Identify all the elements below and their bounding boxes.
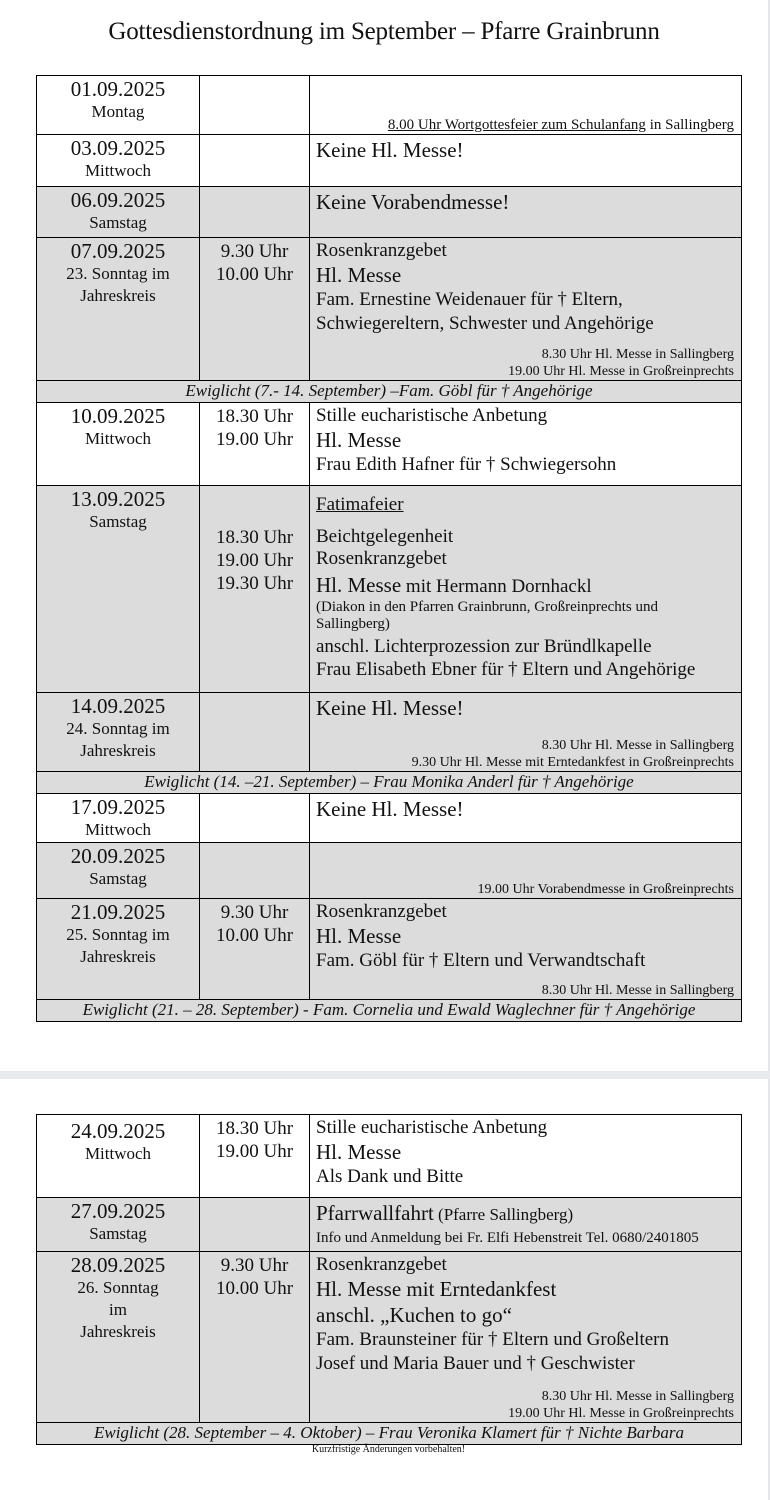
row-line: Josef und Maria Bauer und † Geschwister (316, 1353, 635, 1374)
row-day: Samstag (89, 213, 147, 232)
table-row (37, 486, 742, 693)
row-line: Als Dank und Bitte (316, 1166, 464, 1187)
row-day: Mittwoch (84, 429, 152, 448)
row-date: 24.09.2025 (70, 1119, 166, 1143)
row-note: 8.30 Uhr Hl. Messe in Sallingberg (541, 1389, 734, 1404)
table-row (37, 1198, 742, 1252)
time-2: 10.00 Uhr (215, 1278, 294, 1299)
row-day: 23. Sonntag im Jahreskreis (66, 264, 170, 305)
row-date: 28.09.2025 (70, 1253, 166, 1277)
table-row (37, 238, 742, 381)
footnote: Kurzfristige Änderungen vorbehalten! (311, 1444, 466, 1455)
row-line: Rosenkranzgebet (316, 548, 447, 569)
row-day: Mittwoch (84, 161, 152, 180)
row-note: 19.00 Uhr Hl. Messe in Großreinprechts (508, 1406, 734, 1421)
time-2: 19.00 Uhr (215, 550, 294, 571)
row-line: Rosenkranzgebet (316, 1254, 447, 1275)
row-day: 25. Sonntag im Jahreskreis (66, 925, 170, 966)
row-line: mit Hermann Dornhackl (401, 576, 592, 597)
row-line: (Pfarre Sallingberg) (433, 1205, 574, 1224)
time-1: 18.30 Uhr (215, 1118, 294, 1139)
table-row (37, 693, 742, 772)
row-day: Montag (91, 102, 145, 121)
time-1: 9.30 Uhr (220, 902, 289, 923)
row-day: 24. Sonntag im Jahreskreis (66, 719, 170, 760)
row-date: 27.09.2025 (70, 1199, 166, 1223)
ewiglicht-row (37, 1000, 742, 1022)
row-note: 8.30 Uhr Hl. Messe in Sallingberg (541, 983, 734, 998)
time-2: 19.00 Uhr (215, 1141, 294, 1162)
row-note: 8.30 Uhr Hl. Messe in Sallingberg (541, 738, 734, 753)
row-main: Keine Vorabendmesse! (316, 190, 510, 214)
row-date: 17.09.2025 (70, 795, 166, 819)
row-line: Hl. Messe (316, 573, 402, 597)
row-line: Hl. Messe (316, 1140, 402, 1164)
row-line: Fam. Göbl für † Eltern und Verwandtschaft (316, 950, 646, 971)
ewiglicht-text: Ewiglicht (21. – 28. September) - Fam. Cornelia und Ewald Waglechner für † Angehörige (37, 1000, 742, 1022)
row-date: 13.09.2025 (70, 487, 166, 511)
row-day: 26. Sonntag im Jahreskreis (77, 1278, 159, 1341)
row-note: 9.30 Uhr Hl. Messe mit Erntedankfest in Großreinprechts (411, 755, 734, 770)
row-line: Rosenkranzgebet (316, 240, 447, 261)
row-line: Stille eucharistische Anbetung (316, 405, 548, 426)
table-row (37, 794, 742, 843)
ewiglicht-text: Ewiglicht (7.- 14. September) –Fam. Göbl für † Angehörige (37, 381, 742, 403)
schedule-table-1 (36, 75, 742, 1022)
row-line: Hl. Messe (316, 263, 402, 287)
row-date: 03.09.2025 (70, 136, 166, 160)
row-day: Samstag (89, 1224, 147, 1243)
row-line: Pfarrwallfahrt (316, 1201, 434, 1225)
row-line: Hl. Messe (316, 924, 402, 948)
table-row (37, 76, 742, 135)
row-line: Stille eucharistische Anbetung (316, 1117, 548, 1138)
row-line: Fam. Braunsteiner für † Eltern und Großeltern (316, 1329, 669, 1350)
table-row (37, 1252, 742, 1423)
row-note: 19.00 Uhr Hl. Messe in Großreinprechts (508, 364, 734, 379)
time-2: 19.00 Uhr (215, 429, 294, 450)
row-main: Keine Hl. Messe! (316, 696, 464, 720)
row-main: Keine Hl. Messe! (316, 797, 464, 821)
time-2: 10.00 Uhr (215, 264, 294, 285)
row-note: 8.00 Uhr Wortgottesfeier zum Schulanfang in Sallingberg (387, 117, 734, 133)
table-row (37, 1115, 742, 1198)
time-1: 18.30 Uhr (215, 527, 294, 548)
schedule-table-2 (36, 1114, 742, 1445)
table-row (37, 843, 742, 899)
row-main: Keine Hl. Messe! (316, 138, 464, 162)
row-day: Mittwoch (84, 820, 152, 839)
table-row (37, 135, 742, 187)
ewiglicht-text: Ewiglicht (28. September – 4. Oktober) – Frau Veronika Klamert für † Nichte Barbara (37, 1423, 742, 1445)
row-line: Frau Elisabeth Ebner für † Eltern und Angehörige (316, 659, 696, 680)
row-line: Hl. Messe (316, 428, 402, 452)
ewiglicht-row (37, 381, 742, 403)
row-line: (Diakon in den Pfarren Grainbrunn, Großreinprechts und Sallingberg) (316, 599, 658, 632)
page-title: Gottesdienstordnung im September – Pfarre Grainbrunn (108, 18, 660, 45)
row-date: 06.09.2025 (70, 188, 166, 212)
table-row (37, 899, 742, 1000)
row-date: 21.09.2025 (70, 900, 166, 924)
time-3: 19.30 Uhr (215, 573, 294, 594)
row-line: anschl. „Kuchen to go“ (316, 1303, 512, 1327)
time-2: 10.00 Uhr (215, 925, 294, 946)
row-line: Hl. Messe mit Erntedankfest (316, 1277, 557, 1301)
row-line: Rosenkranzgebet (316, 901, 447, 922)
ewiglicht-row (37, 1423, 742, 1445)
row-line: Fam. Ernestine Weidenauer für † Eltern, Schwiegereltern, Schwester und Angehörige (316, 289, 654, 334)
row-day: Samstag (89, 869, 147, 888)
row-line: Frau Edith Hafner für † Schwiegersohn (316, 454, 617, 475)
time-1: 9.30 Uhr (220, 241, 289, 262)
row-line: Beichtgelegenheit (316, 526, 454, 547)
page-separator (0, 1071, 770, 1079)
row-date: 01.09.2025 (70, 77, 166, 101)
ewiglicht-text: Ewiglicht (14. –21. September) – Frau Monika Anderl für † Angehörige (37, 772, 742, 794)
ewiglicht-row (37, 772, 742, 794)
row-date: 20.09.2025 (70, 844, 166, 868)
row-day: Samstag (89, 512, 147, 531)
time-1: 9.30 Uhr (220, 1255, 289, 1276)
row-note: 8.30 Uhr Hl. Messe in Sallingberg (541, 347, 734, 362)
row-line: anschl. Lichterprozession zur Bründlkapelle (316, 636, 652, 657)
row-line: Fatimafeier (316, 494, 404, 515)
time-1: 18.30 Uhr (215, 406, 294, 427)
table-row (37, 187, 742, 238)
row-date: 07.09.2025 (70, 239, 166, 263)
row-note: 19.00 Uhr Vorabendmesse in Großreinprechts (477, 882, 734, 897)
row-day: Mittwoch (84, 1144, 152, 1163)
row-date: 10.09.2025 (70, 404, 166, 428)
table-row (37, 403, 742, 486)
row-date: 14.09.2025 (70, 694, 166, 718)
row-line: Info und Anmeldung bei Fr. Elfi Hebenstreit Tel. 0680/2401805 (316, 1230, 699, 1246)
